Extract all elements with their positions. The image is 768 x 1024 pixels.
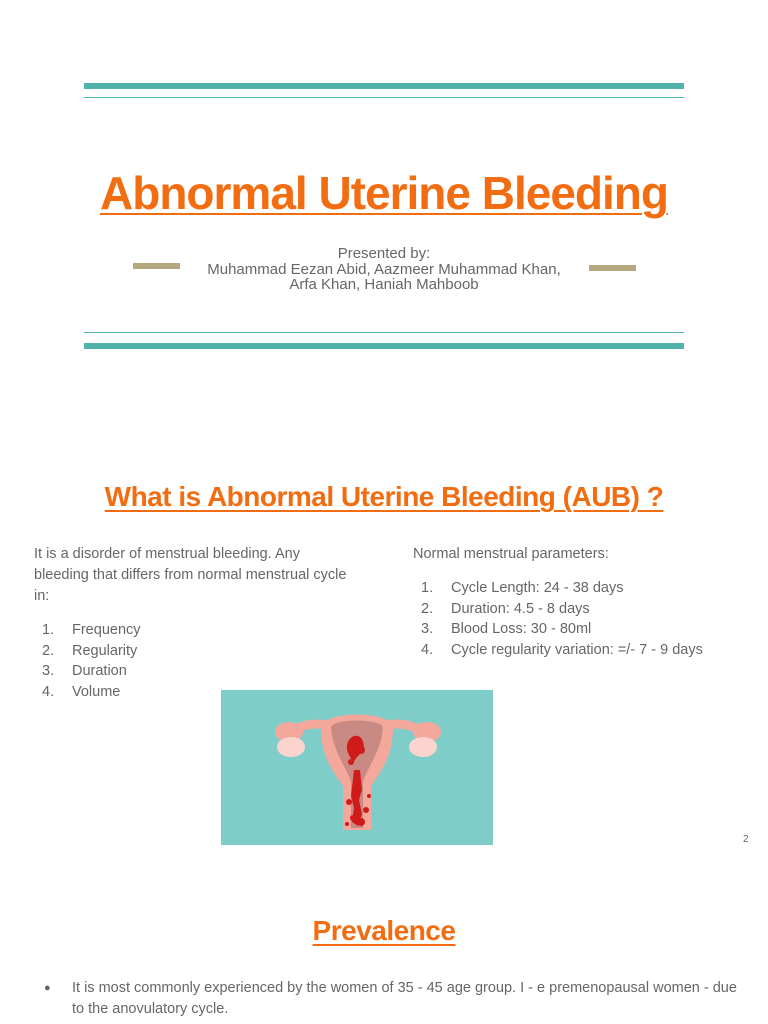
presenters-block xyxy=(0,246,768,293)
list-item: 3. Duration xyxy=(42,663,127,679)
presented-by-label: Presented by: xyxy=(337,245,431,262)
top-thin-divider xyxy=(84,97,684,98)
slide3-title: Prevalence xyxy=(312,915,456,946)
list-item: 2. Duration: 4.5 - 8 days xyxy=(421,600,590,617)
bullet-icon: ● xyxy=(44,982,51,994)
list-item: 3. Blood Loss: 30 - 80ml xyxy=(421,621,592,637)
prevalence-bullet-1: It is most commonly experienced by the women of 35 - 45 age group. I - e premenopausal women - due to the anovulatory cycle. xyxy=(72,980,737,1017)
list-item: 1. Cycle Length: 24 - 38 days xyxy=(421,580,624,596)
slide2-title: What is Abnormal Uterine Bleeding (AUB) ? xyxy=(104,481,664,512)
authors-line-1: Muhammad Eezan Abid, Aazmeer Muhammad Khan, xyxy=(207,260,561,278)
bottom-thin-divider xyxy=(84,332,684,333)
normal-parameters-list xyxy=(413,578,763,660)
list-item: 4. Cycle regularity variation: =/- 7 - 9 days xyxy=(421,641,703,658)
page-number: 2 xyxy=(743,834,749,845)
authors-line-2: Arfa Khan, Haniah Mahboob xyxy=(289,276,479,293)
uterus-icon xyxy=(221,690,493,845)
slide1-title: Abnormal Uterine Bleeding xyxy=(100,167,668,219)
uterus-illustration xyxy=(221,690,493,845)
bottom-thick-divider xyxy=(84,343,684,349)
list-item: 1. Frequency xyxy=(42,622,141,638)
aub-definition: It is a disorder of menstrual bleeding. Any bleeding that differs from normal menstrual cycle in: xyxy=(34,546,347,604)
list-item: 2. Regularity xyxy=(42,642,138,659)
normal-parameters-heading: Normal menstrual parameters: xyxy=(413,546,609,562)
list-item: 4. Volume xyxy=(42,683,121,700)
top-thick-divider xyxy=(84,83,684,89)
